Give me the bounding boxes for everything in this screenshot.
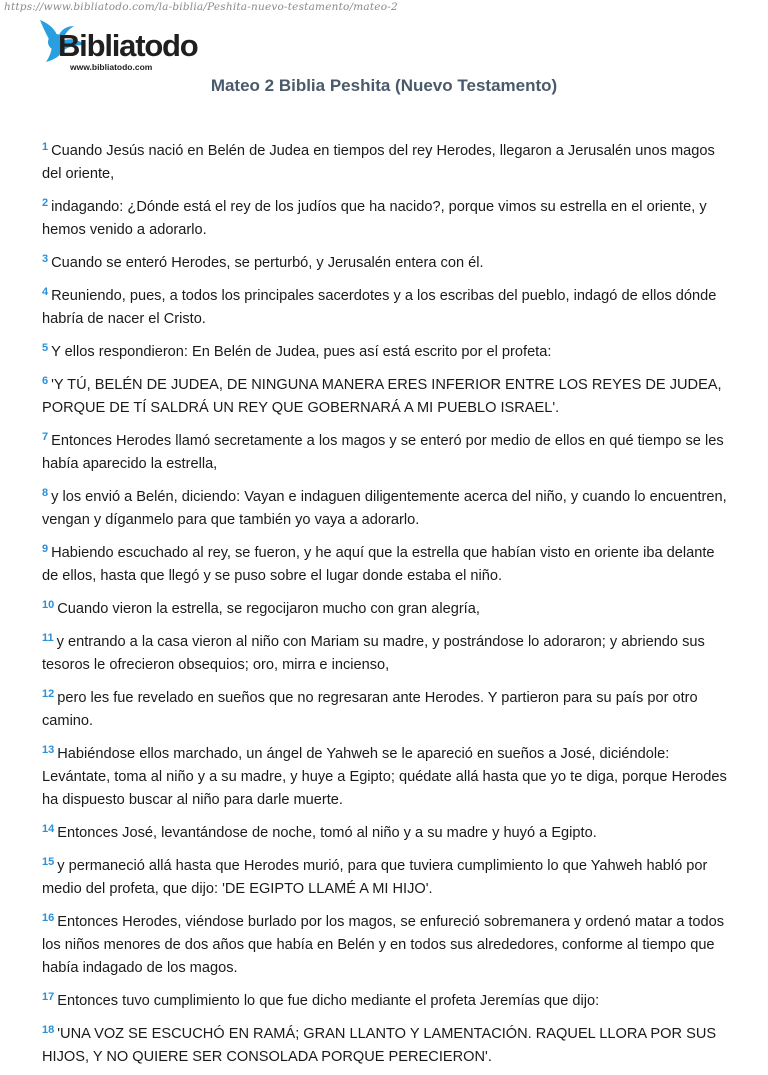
verse-5 bbox=[42, 337, 732, 364]
verse-number: 4 bbox=[42, 286, 49, 298]
verse-number: 12 bbox=[42, 688, 55, 700]
verse-list bbox=[42, 136, 732, 1075]
verse-11 bbox=[42, 627, 732, 677]
verse-number: 7 bbox=[42, 431, 49, 443]
verse-number: 10 bbox=[42, 599, 55, 611]
verse-1 bbox=[42, 136, 732, 186]
verse-6 bbox=[42, 370, 732, 420]
verse-15 bbox=[42, 851, 732, 901]
verse-number: 11 bbox=[42, 632, 54, 644]
page-url[interactable]: https://www.bibliatodo.com/la-biblia/Peshita-nuevo-testamento/mateo-2 bbox=[4, 1, 398, 13]
verse-text: Y ellos respondieron: En Belén de Judea, pues así está escrito por el profeta: bbox=[51, 344, 552, 360]
verse-text: Cuando Jesús nació en Belén de Judea en tiempos del rey Herodes, llegaron a Jerusalén unos magos del oriente, bbox=[42, 143, 715, 182]
verse-text: Habiendo escuchado al rey, se fueron, y he aquí que la estrella que habían visto en oriente iba delante de ellos, hasta que llegó y se puso sobre el lugar donde estaba el niño. bbox=[42, 545, 715, 584]
verse-10 bbox=[42, 594, 732, 621]
verse-text: Entonces tuvo cumplimiento lo que fue dicho mediante el profeta Jeremías que dijo: bbox=[57, 993, 600, 1009]
verse-3 bbox=[42, 248, 732, 275]
verse-text: Habiéndose ellos marchado, un ángel de Yahweh se le apareció en sueños a José, diciéndole: Levántate, toma al niño y a su madre, y huye a Egipto; quédate allá hasta que yo te diga, porque Herodes ha dispuesto buscar al niño para darle muerte. bbox=[42, 746, 727, 808]
verse-number: 18 bbox=[42, 1024, 55, 1036]
logo-wordmark: Bibliatodo bbox=[58, 28, 198, 63]
verse-number: 3 bbox=[42, 253, 49, 265]
verse-16 bbox=[42, 907, 732, 980]
verse-text: Cuando se enteró Herodes, se perturbó, y Jerusalén entera con él. bbox=[51, 255, 484, 271]
verse-text: y permaneció allá hasta que Herodes murió, para que tuviera cumplimiento lo que Yahweh habló por medio del profeta, que dijo: 'DE EGIPTO LLAMÉ A MI HIJO'. bbox=[42, 858, 708, 897]
verse-text: Entonces José, levantándose de noche, tomó al niño y a su madre y huyó a Egipto. bbox=[57, 825, 597, 841]
verse-text: indagando: ¿Dónde está el rey de los judíos que ha nacido?, porque vimos su estrella en el oriente, y hemos venido a adorarlo. bbox=[42, 199, 707, 238]
verse-9 bbox=[42, 538, 732, 588]
verse-number: 8 bbox=[42, 487, 49, 499]
verse-text: 'Y TÚ, BELÉN DE JUDEA, DE NINGUNA MANERA ERES INFERIOR ENTRE LOS REYES DE JUDEA, PORQUE DE TÍ SALDRÁ UN REY QUE GOBERNARÁ A MI PUEBLO ISRAEL'. bbox=[42, 377, 722, 416]
verse-number: 1 bbox=[42, 141, 49, 153]
verse-4 bbox=[42, 281, 732, 331]
verse-13 bbox=[42, 739, 732, 812]
verse-text: 'UNA VOZ SE ESCUCHÓ EN RAMÁ; GRAN LLANTO Y LAMENTACIÓN. RAQUEL LLORA POR SUS HIJOS, Y NO QUIERE SER CONSOLADA PORQUE PERECIERON'. bbox=[42, 1026, 717, 1065]
verse-12 bbox=[42, 683, 732, 733]
verse-number: 14 bbox=[42, 823, 55, 835]
verse-number: 16 bbox=[42, 912, 55, 924]
verse-7 bbox=[42, 426, 732, 476]
logo-site-url: www.bibliatodo.com bbox=[70, 62, 153, 72]
verse-number: 9 bbox=[42, 543, 49, 555]
verse-14 bbox=[42, 818, 732, 845]
verse-number: 5 bbox=[42, 342, 49, 354]
verse-number: 17 bbox=[42, 991, 55, 1003]
verse-text: pero les fue revelado en sueños que no regresaran ante Herodes. Y partieron para su país por otro camino. bbox=[42, 690, 698, 729]
bibliatodo-logo[interactable] bbox=[34, 16, 198, 74]
verse-text: Cuando vieron la estrella, se regocijaron mucho con gran alegría, bbox=[57, 601, 480, 617]
verse-number: 15 bbox=[42, 856, 55, 868]
verse-text: Reuniendo, pues, a todos los principales sacerdotes y a los escribas del pueblo, indagó de ellos dónde habría de nacer el Cristo. bbox=[42, 288, 717, 327]
verse-8 bbox=[42, 482, 732, 532]
page-title: Mateo 2 Biblia Peshita (Nuevo Testamento) bbox=[210, 76, 558, 95]
verse-17 bbox=[42, 986, 732, 1013]
verse-number: 2 bbox=[42, 197, 49, 209]
verse-18 bbox=[42, 1019, 732, 1069]
verse-number: 13 bbox=[42, 744, 55, 756]
verse-2 bbox=[42, 192, 732, 242]
verse-text: Entonces Herodes llamó secretamente a los magos y se enteró por medio de ellos en qué tiempo se les había aparecido la estrella, bbox=[42, 433, 724, 472]
verse-text: y entrando a la casa vieron al niño con Mariam su madre, y postrándose lo adoraron; y abriendo sus tesoros le ofrecieron obsequios; oro, mirra e incienso, bbox=[42, 634, 705, 673]
verse-text: Entonces Herodes, viéndose burlado por los magos, se enfureció sobremanera y ordenó matar a todos los niños menores de dos años que había en Belén y en todos sus alrededores, conforme al tiempo que había indagado de los magos. bbox=[42, 914, 725, 976]
verse-text: y los envió a Belén, diciendo: Vayan e indaguen diligentemente acerca del niño, y cuando lo encuentren, vengan y díganmelo para que también yo vaya a adorarlo. bbox=[42, 489, 727, 528]
verse-number: 6 bbox=[42, 375, 49, 387]
